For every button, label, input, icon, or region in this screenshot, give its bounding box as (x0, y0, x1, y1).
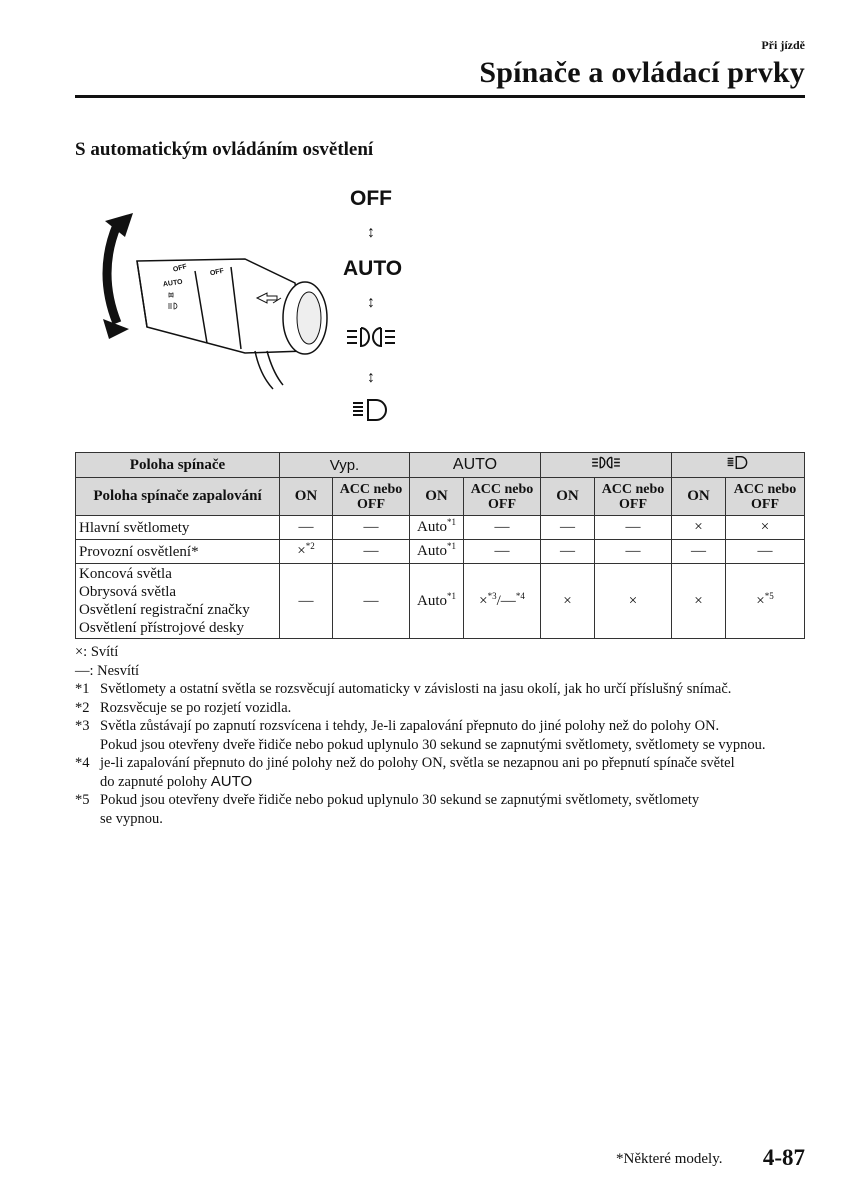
table-cell: ×$^{*5}$ (726, 564, 805, 639)
position-auto: AUTO (343, 257, 403, 280)
table-row (76, 453, 805, 478)
ignition-on: ON (672, 478, 726, 516)
light-switch-figure (95, 183, 425, 433)
footnote: *1 Světlomety a ostatní světla se rozsvěcují automaticky v závislosti na jasu okolí, jak ho určí příslušný snímač. (75, 681, 732, 697)
legend-off: —: Nesvítí (75, 662, 140, 679)
section-heading: S automatickým ovládáním osvětlení (75, 139, 374, 160)
section-label: Při jízdě (761, 38, 805, 52)
table-cell: × (541, 564, 595, 639)
light-switch-table (75, 452, 805, 639)
table-cell: — (595, 516, 672, 540)
ignition-on: ON (541, 478, 595, 516)
table-cell: ×$^{*2}$ (280, 540, 333, 564)
lever-parking-icon (165, 291, 177, 299)
table-row (76, 564, 805, 639)
table-header-parking (541, 453, 672, 478)
table-cell: — (726, 540, 805, 564)
lever-label-auto: AUTO (162, 278, 184, 289)
parking-light-icon (590, 455, 622, 470)
position-arrow-icon: ↕ (367, 294, 375, 311)
table-cell: — (333, 564, 410, 639)
lever-label-off: OFF (172, 263, 188, 274)
footnote: *5 Pokud jsou otevřeny dveře řidiče nebo pokud uplynulo 30 sekund se zapnutými světlomety, světlomety se vypnou. (75, 792, 700, 827)
table-cell: — (541, 540, 595, 564)
header-rule (75, 95, 805, 98)
table-header-switch-position: Poloha spínače (76, 453, 280, 478)
table-cell: ×$^{*3}$/—$^{*4}$ (464, 564, 541, 639)
parking-light-icon (345, 324, 397, 350)
table-cell: × (726, 516, 805, 540)
table-cell: × (595, 564, 672, 639)
ignition-acc-off: ACC nebo OFF (595, 478, 672, 516)
table-cell: — (333, 540, 410, 564)
table-cell: — (280, 516, 333, 540)
position-arrow-icon: ↕ (367, 369, 375, 386)
page-title: Spínače a ovládací prvky (479, 56, 805, 89)
lever-illustration (95, 203, 335, 403)
table-row (76, 540, 805, 564)
page-number: 4-87 (762, 1145, 805, 1170)
lever-label-off-2: OFF (209, 267, 225, 278)
table-header-ignition: Poloha spínače zapalování (76, 478, 280, 516)
table-cell: Auto$^{*1}$ (410, 540, 464, 564)
footnote: *3 Světla zůstávají po zapnutí rozsvícena i tehdy, Je-li zapalování přepnuto do jiné polohy než do polohy ON. Pokud jsou otevřeny dveře řidiče nebo pokud uplynulo 30 sekund se zapnutými světlomety, světlomety se vypnou. (75, 718, 766, 753)
footnote: *4 je-li zapalování přepnuto do jiné polohy než do polohy ON, světla se nezapnou ani po přepnutí spínače světel do zapnuté polohy AUTO (75, 755, 735, 790)
row-label-drl: Provozní osvětlení* (76, 540, 280, 564)
headlight-icon (351, 397, 391, 423)
notes (75, 643, 810, 828)
row-label-lights-group: Koncová světla Obrysová světla Osvětlení registrační značky Osvětlení přístrojové desky (76, 564, 280, 639)
table-cell: — (333, 516, 410, 540)
headlight-icon (726, 455, 750, 470)
position-off: OFF (350, 187, 392, 210)
table-header-off: Vyp. (280, 453, 410, 478)
table-cell: — (541, 516, 595, 540)
table-cell: × (672, 516, 726, 540)
ignition-acc-off: ACC nebo OFF (464, 478, 541, 516)
ignition-on: ON (280, 478, 333, 516)
legend-on: ×: Svítí (75, 644, 119, 660)
table-cell: × (672, 564, 726, 639)
table-header-auto: AUTO (410, 453, 541, 478)
position-arrow-icon: ↕ (367, 224, 375, 241)
footnote: *2 Rozsvěcuje se po rozjetí vozidla. (75, 699, 292, 716)
table-cell: Auto$^{*1}$ (410, 516, 464, 540)
table-cell: — (464, 516, 541, 540)
table-header-headlight (672, 453, 805, 478)
ignition-on: ON (410, 478, 464, 516)
table-cell: — (672, 540, 726, 564)
table-cell: Auto$^{*1}$ (410, 564, 464, 639)
row-label-headlights: Hlavní světlomety (76, 516, 280, 540)
lever-fog-icon (167, 301, 179, 311)
ignition-acc-off: ACC nebo OFF (333, 478, 410, 516)
table-cell: — (595, 540, 672, 564)
models-note: *Některé modely. (616, 1151, 723, 1167)
ignition-acc-off: ACC nebo OFF (726, 478, 805, 516)
table-cell: — (280, 564, 333, 639)
table-cell: — (464, 540, 541, 564)
table-row (76, 516, 805, 540)
table-row (76, 478, 805, 516)
